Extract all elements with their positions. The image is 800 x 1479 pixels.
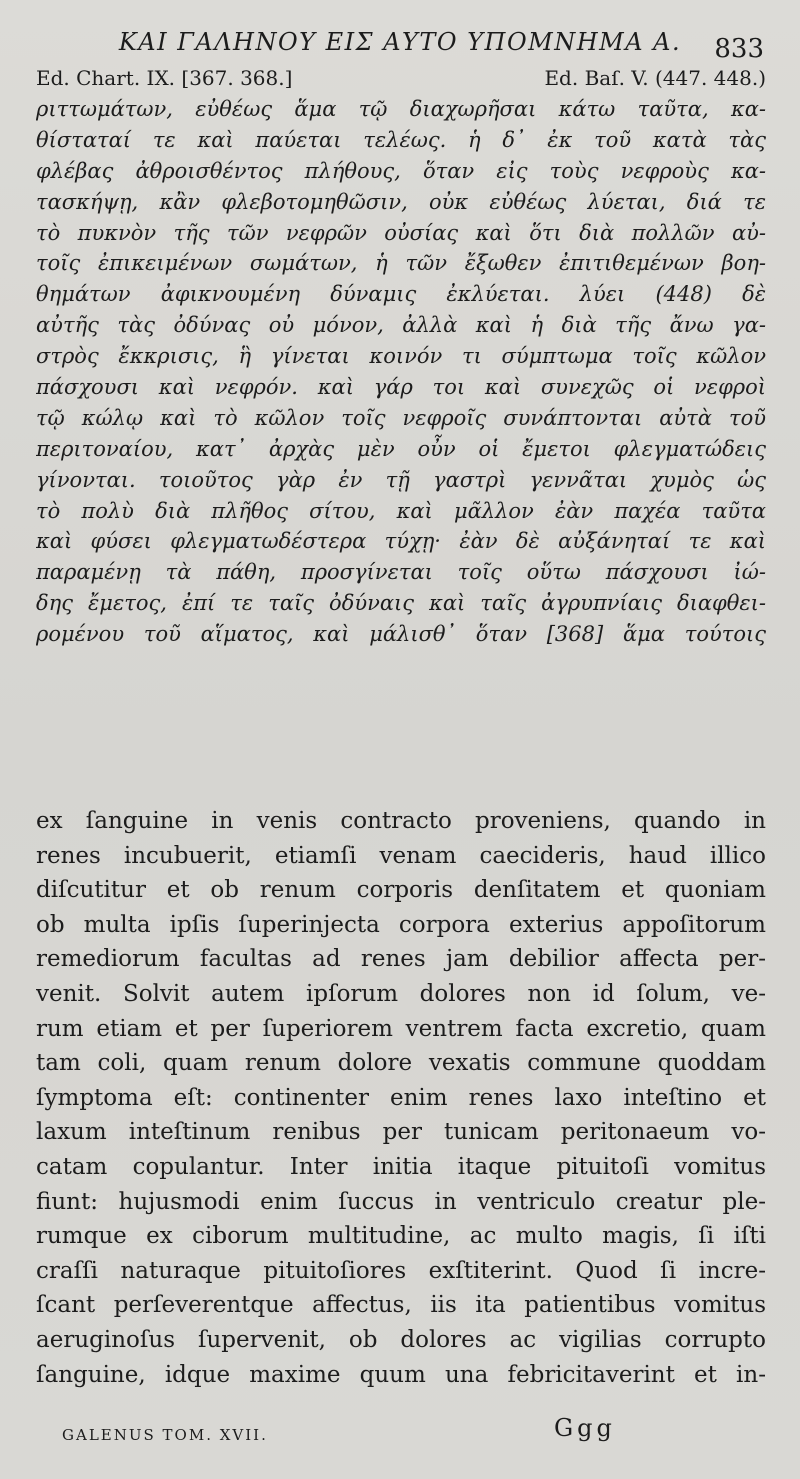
greek-line: καὶ φύσει φλεγματωδέστερα τύχῃ· ἐὰν δὲ αὐξάνηταί τε καὶ — [36, 529, 766, 554]
edition-basel: Ed. Baſ. V. (447. 448.) — [544, 66, 766, 90]
latin-line: venit. Solvit autem ipſorum dolores non id ſolum, ve- — [36, 980, 766, 1007]
latin-line: ſymptoma eſt: continenter enim renes laxo inteſtino et — [36, 1084, 766, 1111]
latin-line: diſcutitur et ob renum corporis denſitatem et quoniam — [36, 877, 766, 904]
latin-line: tam coli, quam renum dolore vexatis commune quoddam — [36, 1050, 766, 1077]
latin-line: fiunt: hujusmodi enim ſuccus in ventriculo creatur ple- — [36, 1188, 766, 1215]
greek-line: ριττωμάτων, εὐθέως ἅμα τῷ διαχωρῆσαι κάτω ταῦτα, κα- — [36, 97, 766, 121]
greek-line: τὸ πυκνὸν τῆς τῶν νεφρῶν οὐσίας καὶ ὅτι διὰ πολλῶν αὐ- — [36, 220, 766, 245]
greek-line: περιτοναίου, κατ᾽ ἀρχὰς μὲν οὖν οἱ ἔμετοι φλεγματώδεις — [36, 436, 766, 461]
edition-chartier: Ed. Chart. IX. [367. 368.] — [36, 66, 293, 90]
greek-line: ρομένου τοῦ αἵματος, καὶ μάλισθ᾽ ὅταν [368] ἅμα τούτοις — [36, 622, 766, 647]
greek-line: πάσχουσι καὶ νεφρόν. καὶ γάρ τοι καὶ συνεχῶς οἱ νεφροὶ — [36, 375, 766, 400]
gathering-mark: Ggg — [554, 1414, 616, 1442]
latin-translation — [36, 804, 766, 1392]
latin-line: rumque ex ciborum multitudine, ac multo magis, ſi iſti — [36, 1223, 766, 1250]
latin-line: ſanguine, idque maxime quum una febricitaverint et in- — [36, 1361, 766, 1388]
greek-text — [36, 94, 766, 650]
latin-line: remediorum facultas ad renes jam debilior affecta per- — [36, 946, 766, 973]
greek-line: παραμένῃ τὰ πάθη, προσγίνεται τοῖς οὕτω πάσχουσι ἰώ- — [36, 560, 766, 585]
volume-signature: GALENUS TOM. XVII. — [62, 1426, 268, 1444]
greek-line: θημάτων ἀφικνουμένη δύναμις ἐκλύεται. λύει (448) δὲ — [36, 282, 766, 307]
greek-line: γίνονται. τοιοῦτος γὰρ ἐν τῇ γαστρὶ γεννᾶται χυμὸς ὡς — [36, 467, 766, 492]
latin-line: renes incubuerit, etiamſi venam caecideris, haud illico — [36, 842, 766, 869]
latin-line: ob multa ipſis ſuperinjecta corpora exterius appoſitorum — [36, 911, 766, 938]
latin-line: aeruginoſus ſupervenit, ob dolores ac vigilias corrupto — [36, 1326, 766, 1353]
latin-line: ex ſanguine in venis contracto proveniens, quando in — [36, 808, 766, 834]
latin-line: ſcant perſeverentque affectus, iis ita patientibus vomitus — [36, 1292, 766, 1319]
latin-line: catam copulantur. Inter initia itaque pituitoſi vomitus — [36, 1153, 766, 1180]
greek-line: τασκήψῃ, κἂν φλεβοτομηθῶσιν, οὐκ εὐθέως λύεται, διά τε — [36, 189, 766, 214]
edition-references — [36, 66, 766, 96]
greek-line: στρὸς ἔκκρισις, ἣ γίνεται κοινόν τι σύμπτωμα τοῖς κῶλον — [36, 344, 766, 369]
running-title: ΚΑΙ ΓΑΛΗΝΟΥ ΕΙΣ ΑΥΤΟ ΥΠΟΜΝΗΜΑ Α. — [118, 28, 682, 56]
latin-line: craſſi naturaque pituitoſiores exſtiterint. Quod ſi incre- — [36, 1257, 766, 1284]
greek-line: τῷ κώλῳ καὶ τὸ κῶλον τοῖς νεφροῖς συνάπτονται αὐτὰ τοῦ — [36, 405, 766, 430]
latin-line: laxum inteſtinum renibus per tunicam peritonaeum vo- — [36, 1119, 766, 1146]
greek-line: τὸ πολὺ διὰ πλῆθος σίτου, καὶ μᾶλλον ἐὰν παχέα ταῦτα — [36, 498, 766, 523]
greek-line: φλέβας ἀθροισθέντος πλήθους, ὅταν εἰς τοὺς νεφροὺς κα- — [36, 158, 766, 183]
page-footer — [36, 1414, 766, 1454]
greek-line: τοῖς ἐπικειμένων σωμάτων, ἡ τῶν ἔξωθεν ἐπιτιθεμένων βοη- — [36, 251, 766, 276]
page-number: 833 — [714, 34, 764, 64]
latin-line: rum etiam et per ſuperiorem ventrem facta excretio, quam — [36, 1015, 766, 1042]
greek-line: αὐτῆς τὰς ὀδύνας οὐ μόνον, ἀλλὰ καὶ ἡ διὰ τῆς ἄνω γα- — [36, 313, 766, 338]
greek-line: θίσταταί τε καὶ παύεται τελέως. ἡ δ᾽ ἐκ τοῦ κατὰ τὰς — [36, 127, 766, 152]
running-head — [0, 28, 800, 64]
greek-line: δης ἔμετος, ἐπί τε ταῖς ὀδύναις καὶ ταῖς ἀγρυπνίαις διαφθει- — [36, 591, 766, 616]
